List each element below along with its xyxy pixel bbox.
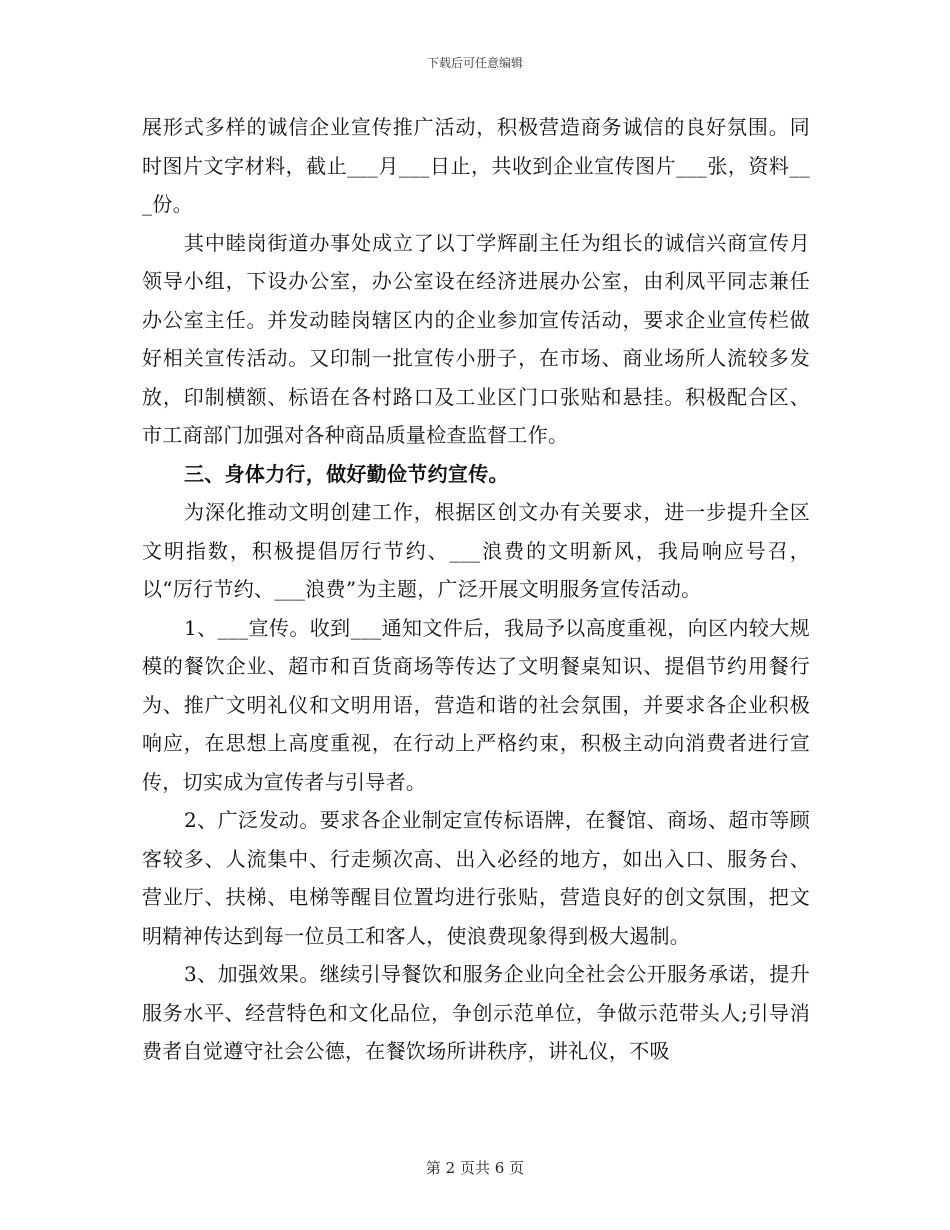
page-number-footer: 第 2 页共 6 页 — [425, 1159, 525, 1177]
page-header: 下载后可任意编辑 — [426, 56, 523, 70]
paragraph-item-1-publicity: 1、___宣传。收到___通知文件后，我局予以高度重视，向区内较大规模的餐饮企业、超市和百货商场等传达了文明餐桌知识、提倡节约用餐行为、推广文明礼仪和文明用语，营造和谐的社会氛围，并要求各企业积极响应，在思想上高度重视，在行动上严格约束，积极主动向消费者进行宣传，切实成为宣传者与引导者。 — [142, 615, 810, 794]
paragraph-intro-continuation: 展形式多样的诚信企业宣传推广活动，积极营造商务诚信的良好氛围。同时图片文字材料，截止___月___日止，共收到企业宣传图片___张，资料___份。 — [142, 115, 810, 216]
section-heading-frugality: 三、身体力行，做好勤俭节约宣传。 — [184, 461, 509, 486]
paragraph-mugang-subdistrict: 其中睦岗街道办事处成立了以丁学辉副主任为组长的诚信兴商宣传月领导小组，下设办公室，办公室设在经济进展办公室，由利凤平同志兼任办公室主任。并发动睦岗辖区内的企业参加宣传活动，要求企业宣传栏做好相关宣传活动。又印制一批宣传小册子，在市场、商业场所人流较多发放，印制横额、标语在各村路口及工业区门口张贴和悬挂。积极配合区、市工商部门加强对各种商品质量检查监督工作。 — [142, 230, 810, 447]
paragraph-item-2-mobilization: 2、广泛发动。要求各企业制定宣传标语牌，在餐馆、商场、超市等顾客较多、人流集中、行走频次高、出入必经的地方，如出入口、服务台、营业厅、扶梯、电梯等醒目位置均进行张贴，营造良好的创文氛围，把文明精神传达到每一位员工和客人，使浪费现象得到极大遏制。 — [142, 808, 810, 948]
paragraph-item-3-effect: 3、加强效果。继续引导餐饮和服务企业向全社会公开服务承诺，提升服务水平、经营特色和文化品位，争创示范单位，争做示范带头人;引导消费者自觉遵守社会公德，在餐饮场所讲秩序，讲礼仪，不吸 — [142, 962, 810, 1063]
document-body — [142, 108, 810, 1071]
paragraph-civilization-campaign: 为深化推动文明创建工作，根据区创文办有关要求，进一步提升全区文明指数，积极提倡厉行节约、___浪费的文明新风，我局响应号召，以“厉行节约、___浪费”为主题，广泛开展文明服务宣传活动。 — [142, 500, 810, 601]
